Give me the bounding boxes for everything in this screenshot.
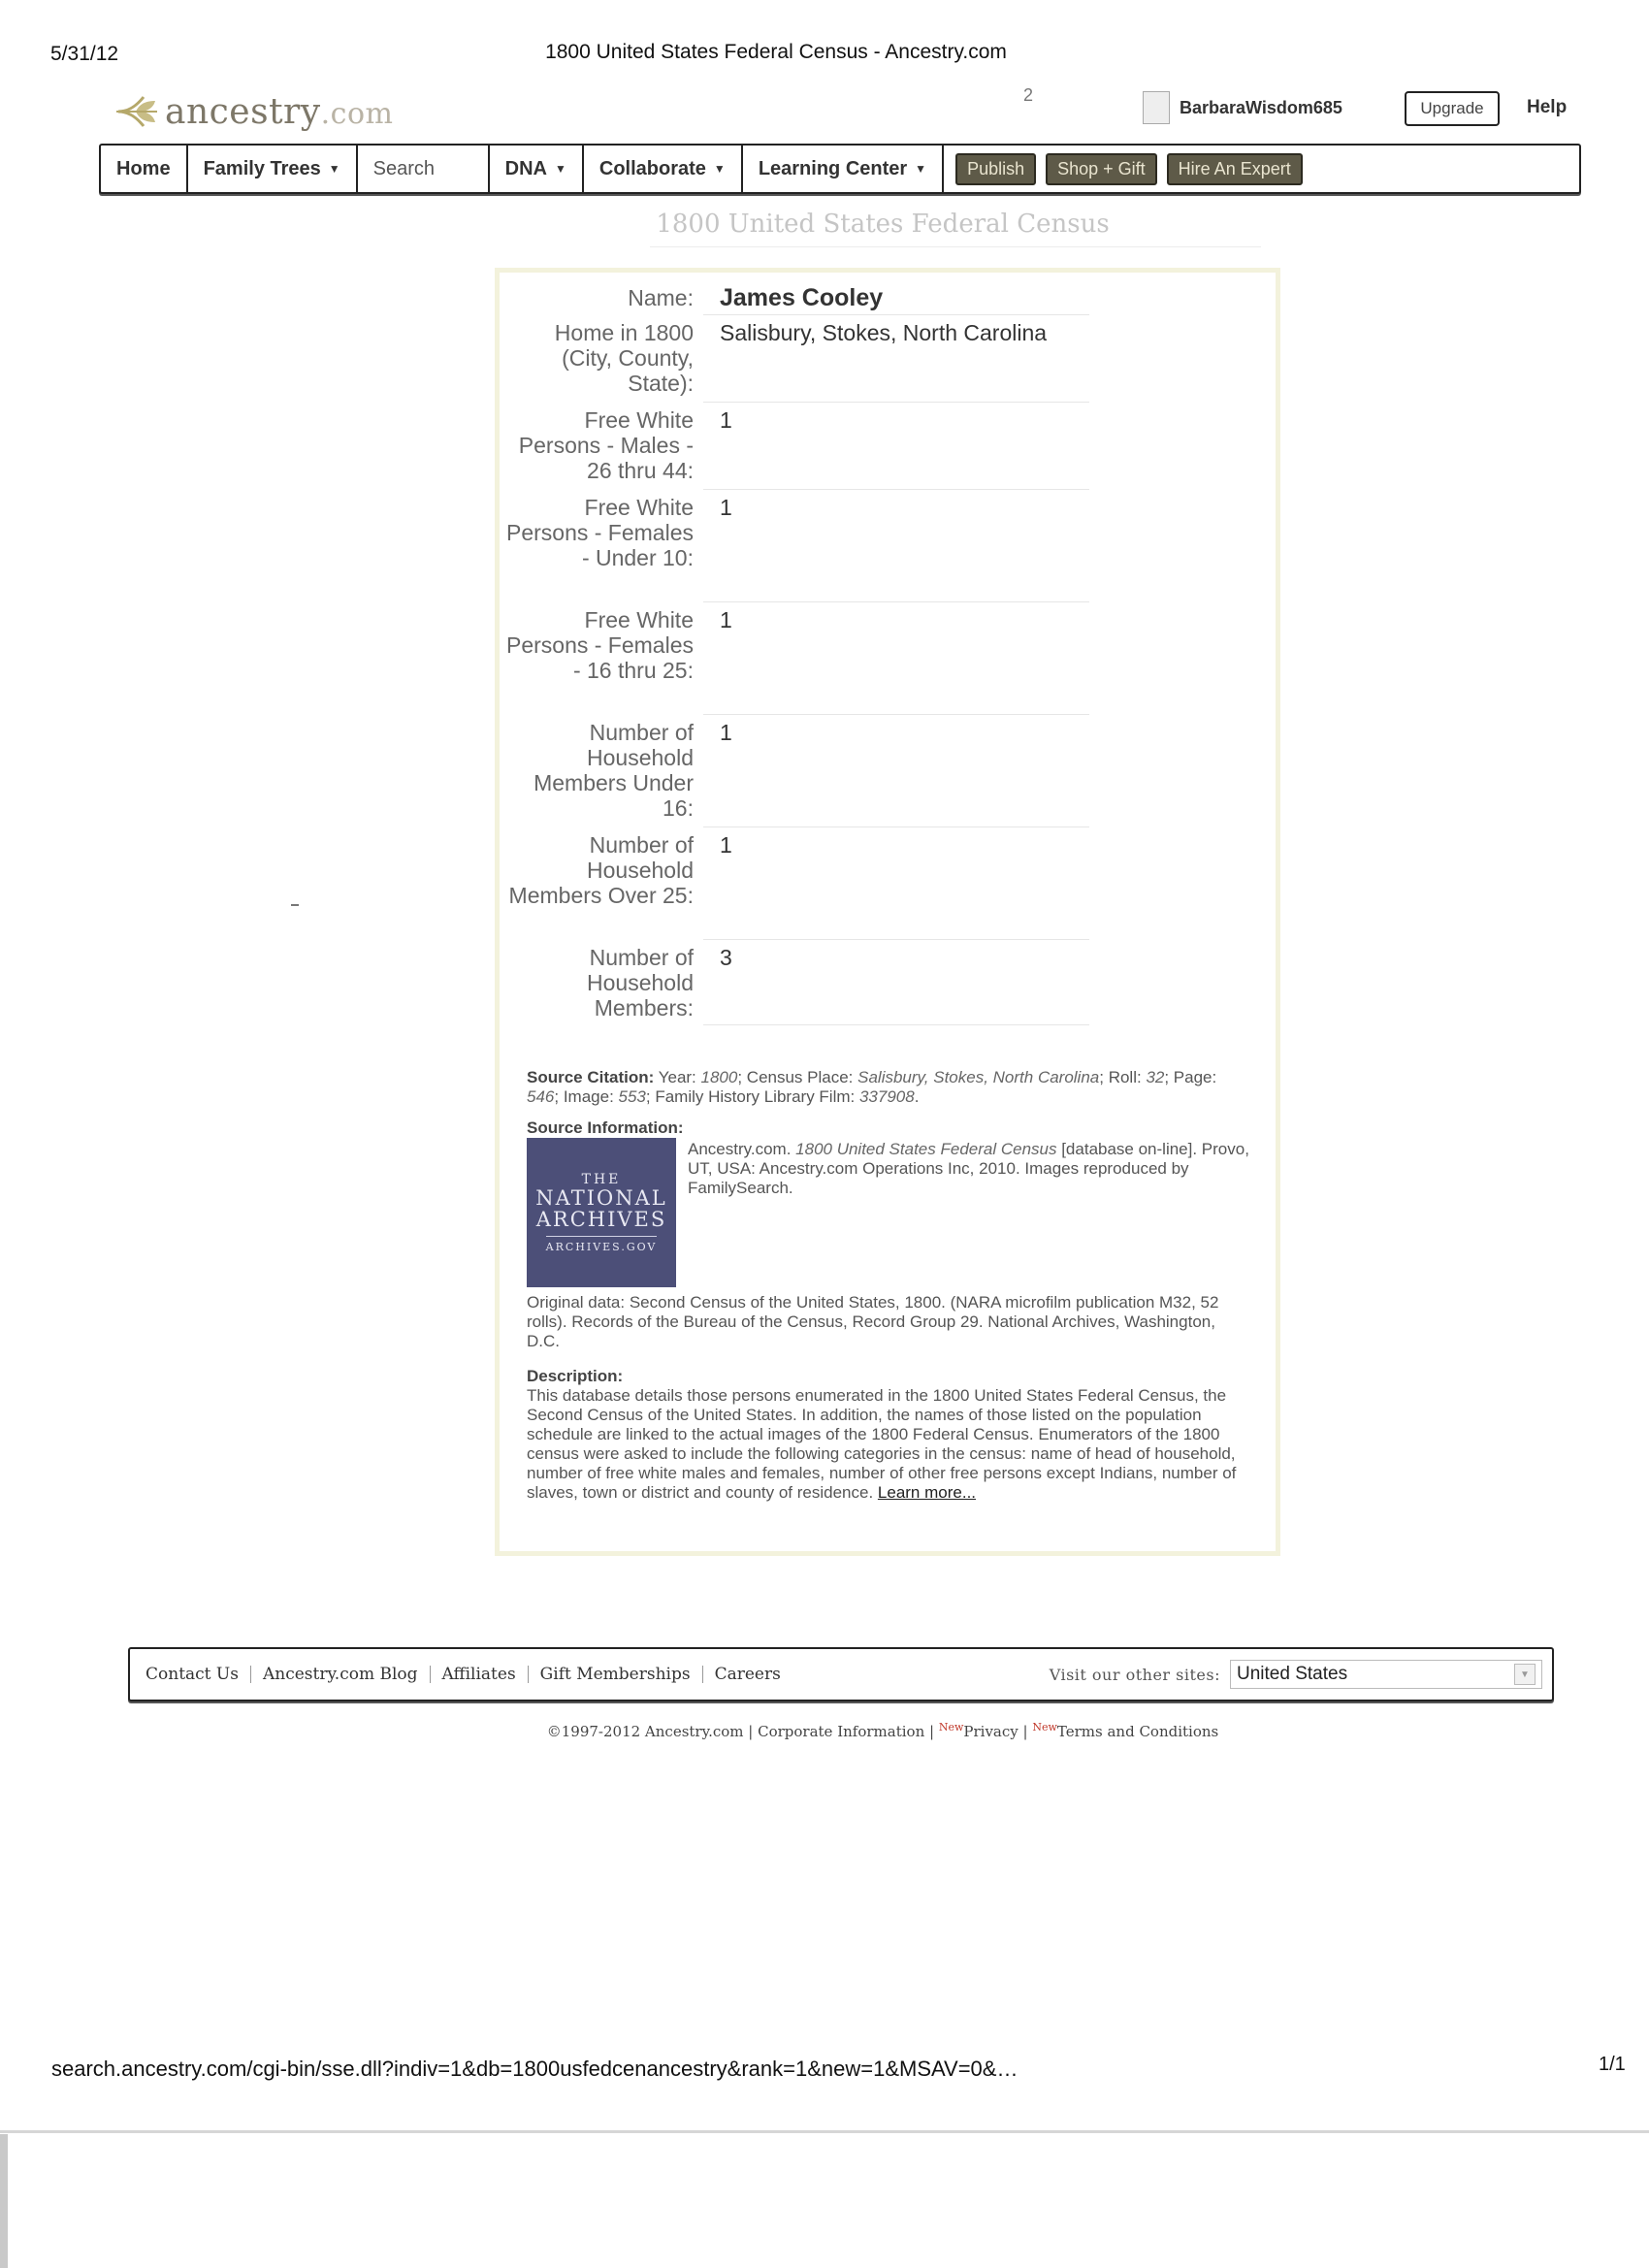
field-value: 1 — [720, 495, 732, 520]
field-value: 3 — [720, 945, 732, 970]
archives-logo-line: NATIONAL — [535, 1186, 667, 1210]
leaf-icon — [114, 89, 159, 134]
chevron-down-icon: ▼ — [328, 162, 340, 176]
record-row-females-16-25 — [500, 607, 732, 683]
description-label — [527, 1367, 623, 1386]
footer-link-blog[interactable]: Ancestry.com Blog — [251, 1666, 431, 1683]
row-divider — [703, 826, 1089, 827]
print-url: search.ancestry.com/cgi-bin/sse.dll?indiv=1&db=1800usfedcenancestry&rank=1&new=1&MSAV=0&… — [51, 2057, 1018, 2081]
nav-home[interactable] — [101, 146, 188, 192]
source-info-pre: Ancestry.com. — [688, 1140, 796, 1158]
citation-year: 1800 — [700, 1068, 738, 1086]
record-row-household-total — [500, 945, 732, 1021]
learn-more-link[interactable]: Learn more... — [877, 1483, 977, 1502]
scan-speck — [291, 904, 299, 906]
logo-wordmark — [165, 92, 393, 132]
field-label: Home in 1800 (City, County, State): — [554, 320, 694, 396]
description-heading: Description: — [527, 1367, 624, 1385]
avatar — [1143, 91, 1170, 124]
row-divider — [703, 314, 1089, 315]
field-value: Salisbury, Stokes, North Carolina — [720, 320, 1048, 345]
row-divider — [703, 489, 1089, 490]
description-text — [527, 1386, 1254, 1503]
upgrade-button[interactable]: Upgrade — [1405, 91, 1500, 126]
field-value: 1 — [720, 832, 732, 858]
nav-collaborate-label: Collaborate — [598, 157, 706, 179]
terms-link[interactable]: Terms and Conditions — [1056, 1723, 1219, 1740]
nav-learning-center[interactable] — [743, 146, 944, 192]
field-value: James Cooley — [720, 284, 884, 311]
original-data: Original data: Second Census of the United States, 1800. (NARA microfilm publication M32, 52 rolls). Records of the Bureau of the Census, Record Group 29. National Archives, Washington, D.C. — [527, 1293, 1219, 1350]
nav-learning-center-label: Learning Center — [758, 157, 908, 179]
copyright-text: ©1997-2012 Ancestry.com — [546, 1723, 744, 1740]
ancestry-logo[interactable] — [114, 85, 393, 138]
copyright-line: ©1997-2012 Ancestry.com | Corporate Information | $^{New}$Privacy | $^{New}$Terms and Conditions — [546, 1721, 1219, 1740]
row-divider — [703, 1024, 1089, 1025]
archives-logo-line: THE — [581, 1172, 622, 1187]
national-archives-logo[interactable] — [527, 1138, 676, 1287]
row-divider — [703, 601, 1089, 602]
nav-dna-label: DNA — [504, 157, 547, 179]
nav-family-trees[interactable] — [188, 146, 358, 192]
user-account[interactable] — [1143, 91, 1342, 124]
record-row-home — [500, 320, 1048, 396]
archives-logo-line: ARCHIVES.GOV — [546, 1236, 658, 1253]
record-panel — [495, 268, 1280, 1556]
nav-dna[interactable] — [490, 146, 584, 192]
chevron-down-icon: ▼ — [713, 162, 726, 176]
logo-name: ancestry — [165, 91, 321, 132]
site-footer — [128, 1647, 1554, 1701]
record-row-under-16 — [500, 720, 732, 821]
record-row-name — [500, 284, 884, 311]
nav-family-trees-label: Family Trees — [203, 157, 321, 179]
hire-expert-button[interactable]: Hire An Expert — [1167, 153, 1303, 185]
citation-text: ; Family History Library Film: — [645, 1087, 859, 1106]
corporate-info-link[interactable]: Corporate Information — [758, 1723, 925, 1740]
logo-suffix: .com — [320, 96, 394, 131]
main-nav — [99, 144, 1581, 194]
field-label: Free White Persons - Females - 16 thru 25: — [505, 607, 694, 683]
citation-page: 546 — [527, 1087, 555, 1106]
visit-other-sites-label: Visit our other sites: — [1049, 1665, 1220, 1684]
citation-film: 337908 — [858, 1087, 915, 1106]
description-body: This database details those persons enumerated in the 1800 United States Federal Census, the Second Census of the United States. In addition, the names of those listed on the population schedule are linked to the actual images of the 1800 Federal Census. Enumerators of the 1800 census were asked to include the following categories in the census: name of head of household, number of free white males and females, number of other free persons except Indians, number of slaves, town or district and county of residence. — [527, 1386, 1237, 1502]
source-citation-label: Source Citation: — [527, 1068, 655, 1086]
title-divider — [650, 246, 1261, 247]
nav-collaborate[interactable] — [584, 146, 743, 192]
archives-logo-line: ARCHIVES — [535, 1208, 667, 1231]
citation-text: ; Census Place: — [737, 1068, 858, 1086]
help-link[interactable]: Help — [1527, 97, 1568, 117]
page-edge — [0, 2130, 1649, 2133]
field-value: 1 — [720, 720, 732, 745]
username[interactable]: BarbaraWisdom685 — [1180, 97, 1342, 117]
privacy-link[interactable]: Privacy — [963, 1723, 1018, 1740]
shop-gift-button[interactable]: Shop + Gift — [1046, 153, 1157, 185]
field-label: Free White Persons - Females - Under 10: — [505, 495, 694, 570]
footer-link-careers[interactable]: Careers — [714, 1665, 781, 1684]
field-label: Number of Household Members: — [587, 945, 694, 1021]
record-row-females-under-10 — [500, 495, 732, 570]
citation-text: . — [914, 1087, 920, 1106]
chevron-down-icon: ▼ — [1514, 1664, 1536, 1685]
citation-text: ; Image: — [554, 1087, 619, 1106]
source-info-title: 1800 United States Federal Census — [795, 1140, 1057, 1158]
citation-place: Salisbury, Stokes, North Carolina — [857, 1068, 1100, 1086]
citation-roll: 32 — [1146, 1068, 1165, 1086]
chevron-down-icon: ▼ — [915, 162, 927, 176]
print-title: 1800 United States Federal Census - Ancestry.com — [545, 41, 1007, 63]
field-label: Free White Persons - Males - 26 thru 44: — [518, 407, 694, 483]
nav-search-label: Search — [372, 157, 436, 179]
source-info-post: [database on-line]. Provo, UT, USA: Ancestry.com Operations Inc, 2010. Images reproduced by FamilySearch. — [688, 1140, 1249, 1197]
nav-action-buttons — [944, 146, 1314, 192]
new-badge: New — [938, 1721, 964, 1733]
source-information-label — [527, 1118, 684, 1138]
country-select[interactable] — [1230, 1660, 1542, 1689]
row-divider — [703, 714, 1089, 715]
citation-text: ; Roll: — [1099, 1068, 1147, 1086]
new-badge: New — [1032, 1721, 1057, 1733]
source-info-heading: Source Information: — [527, 1118, 684, 1137]
publish-button[interactable]: Publish — [955, 153, 1036, 185]
field-value: 1 — [720, 607, 732, 632]
record-row-males-26-44 — [500, 407, 732, 483]
nav-search[interactable] — [358, 146, 490, 192]
footer-link-contact[interactable]: Contact Us — [130, 1666, 251, 1683]
row-divider — [703, 939, 1089, 940]
source-information-text — [688, 1140, 1250, 1198]
nav-home-label: Home — [116, 157, 171, 179]
field-label: Name: — [628, 285, 694, 310]
chevron-down-icon: ▼ — [555, 162, 566, 176]
country-select-value: United States — [1237, 1664, 1348, 1684]
record-row-over-25 — [500, 832, 732, 908]
print-page-number: 1/1 — [1599, 2054, 1626, 2075]
citation-text: ; Page: — [1164, 1068, 1217, 1086]
source-citation — [527, 1068, 1245, 1107]
citation-image: 553 — [618, 1087, 646, 1106]
page-title: 1800 United States Federal Census — [656, 210, 1110, 239]
field-value: 1 — [720, 407, 732, 433]
scan-edge — [0, 2134, 8, 2268]
page-mark: 2 — [1023, 85, 1034, 105]
row-divider — [703, 402, 1089, 403]
footer-link-affiliates[interactable]: Affiliates — [431, 1666, 529, 1683]
print-date: 5/31/12 — [50, 43, 119, 65]
field-label: Number of Household Members Under 16: — [534, 720, 694, 821]
citation-text: Year: — [654, 1068, 701, 1086]
footer-link-gift-memberships[interactable]: Gift Memberships — [529, 1666, 703, 1683]
field-label: Number of Household Members Over 25: — [508, 832, 694, 908]
